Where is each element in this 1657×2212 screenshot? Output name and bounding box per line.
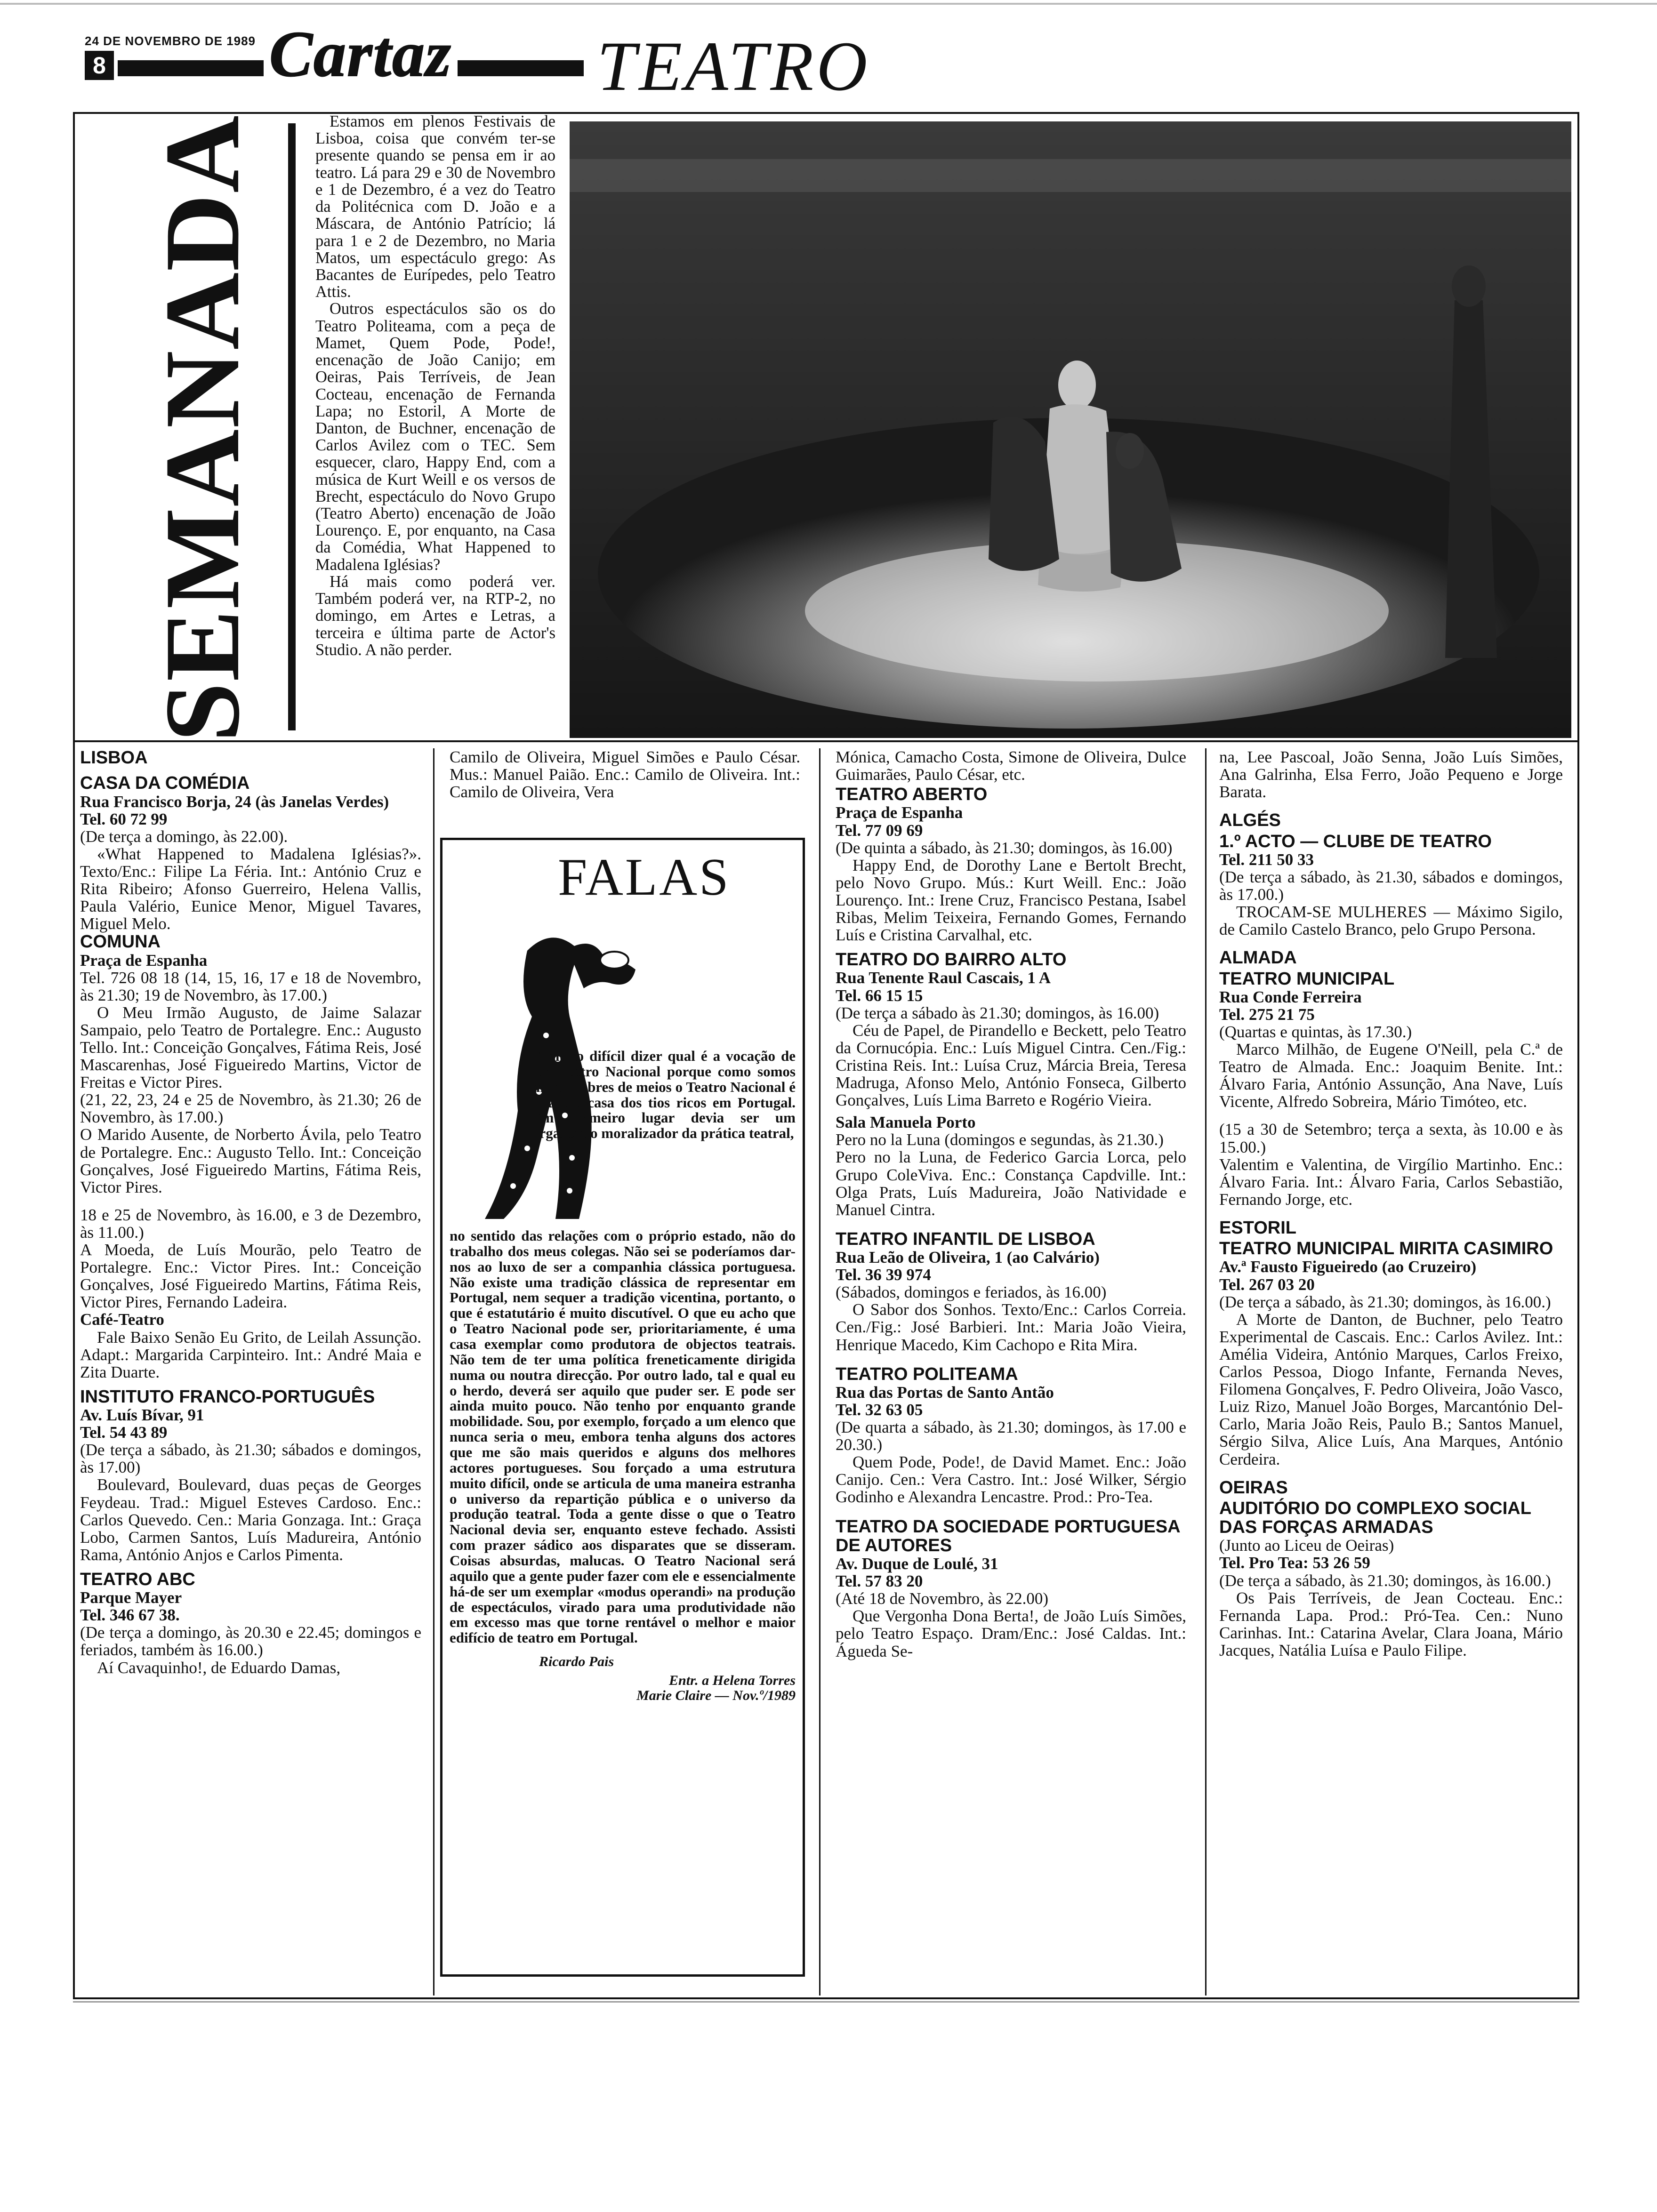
semanada-title: SEMANADA: [143, 114, 262, 742]
venue-name: TEATRO POLITEAMA: [836, 1364, 1018, 1384]
region-heading: ESTORIL: [1219, 1218, 1296, 1238]
venue-address: (Junto ao Liceu de Oeiras): [1219, 1536, 1394, 1555]
show-listing-continued: na, Lee Pascoal, João Senna, João Luís Simões, Ana Galrinha, Elsa Ferro, João Pequeno e Jorge Barata.: [1219, 748, 1563, 801]
venue-name: INSTITUTO FRANCO-PORTUGUÊS: [80, 1387, 375, 1407]
venue-hours: Pero no la Luna (domingos e segundas, às 21.30.): [836, 1130, 1164, 1149]
venue-phone: Tel. 36 39 974: [836, 1266, 931, 1284]
venue-hours: (Quartas e quintas, às 17.30.): [1219, 1023, 1412, 1041]
venue-phone: Tel. 267 03 20: [1219, 1275, 1315, 1294]
venue-phone: Tel. 57 83 20: [836, 1572, 923, 1591]
intro-paragraph: Estamos em plenos Festivais de Lisboa, coisa que convém ter-se presente quando se pensa em ir ao teatro. Lá para 29 e 30 de Novembro e 1 de Dezembro, é a vez do Teatro da Politécnica com D. João e a Máscara, de António Patrício; lá para 1 e 2 de Dezembro, no Maria Matos, um espectáculo grego: As Bacantes de Eurípedes, pelo Teatro Attis.: [315, 112, 555, 301]
venue-name: CASA DA COMÉDIA: [80, 773, 250, 793]
venue-phone: Tel. 54 43 89: [80, 1423, 168, 1442]
show-listing: Boulevard, Boulevard, duas peças de Georges Feydeau. Trad.: Miguel Esteves Cardoso. Enc.: Carlos Quevedo. Cen.: Maria Gonzaga. Int.: Graça Lobo, Carmen Santos, Luís Madureira, António Rama, António Anjos e Carlos Pimenta.: [80, 1475, 421, 1564]
intro-paragraph: Outros espectáculos são os do Teatro Politeama, com a peça de Mamet, Quem Pode, Pode!, encenação de João Canijo; em Oeiras, Pais Terríveis, de Jean Cocteau, encenação de Fernanda Lapa; no Estoril, A Morte de Danton, de Buchner, encenação de Carlos Avilez com o TEC. Sem esquecer, claro, Happy End, com a música de Kurt Weill e os versos de Brecht, espectáculo do Novo Grupo (Teatro Aberto) encenação de João Lourenço. E, por enquanto, na Casa da Comédia, What Happened to Madalena Iglésias?: [315, 300, 555, 574]
venue-hours: (De quarta a sábado, às 21.30; domingos, às 17.00 e 20.30.): [836, 1418, 1186, 1454]
page-number: 8: [85, 51, 114, 80]
listings-column-3: [836, 748, 1186, 1660]
masthead-logo: Cartaz: [264, 22, 458, 87]
falas-quote-body: [450, 1228, 796, 1703]
venue-phone: Tel. 32 63 05: [836, 1400, 923, 1419]
show-listing: O Meu Irmão Augusto, de Jaime Salazar Sampaio, pelo Teatro de Portalegre. Enc.: Augusto Tello. Int.: Conceição Gonçalves, Fátima Reis, José Mascarenhas, José Figueiredo Martins, Victor de Freitas e Victor Pires.: [80, 1003, 421, 1092]
venue-hours: (Sábados, domingos e feriados, às 16.00): [836, 1283, 1107, 1302]
stage-photo-image: [570, 121, 1571, 738]
section-title: TEATRO: [597, 27, 870, 105]
venue-hours: (De terça a domingo, às 22.00).: [80, 827, 288, 846]
semanada-heading: [143, 114, 262, 742]
show-listing: A Morte de Danton, de Buchner, pelo Teatro Experimental de Cascais. Enc.: Carlos Avilez. Int.: Amélia Videira, António Marques, Carlos Freixo, Carlos Pessoa, Diogo Infante, Fernanda Neves, Filomena Gonçalves, F. Pedro Oliveira, João Vasco, Luiz Rizo, Manuel João Borges, Marcantónio Del-Carlo, Maria João Reis, Paulo B.; Santos Manuel, Sérgio Silva, Alice Luís, Ana Marques, António Cerdeira.: [1219, 1310, 1563, 1468]
venue-address: Rua Conde Ferreira: [1219, 987, 1362, 1006]
semanada-rule: [288, 123, 296, 730]
venue-hours: (15 a 30 de Setembro; terça a sexta, às 10.00 e às 15.00.): [1219, 1120, 1563, 1156]
venue-hours: (De quinta a sábado, às 21.30; domingos, às 16.00): [836, 838, 1173, 857]
venue-hours: (De terça a sábado, às 21.30; sábados e domingos, às 17.00): [80, 1441, 421, 1477]
show-listing: Quem Pode, Pode!, de David Mamet. Enc.: João Canijo. Cen.: Vera Castro. Int.: José Wilker, Sérgio Godinho e Alexandra Lencastre. Prod.: Pro-Tea.: [836, 1453, 1186, 1507]
venue-address: Av. Duque de Loulé, 31: [836, 1555, 998, 1573]
show-listing-continued: Camilo de Oliveira, Miguel Simões e Paulo César. Mus.: Manuel Paião. Enc.: Camilo de Oliveira. Int.: Camilo de Oliveira, Vera: [450, 748, 800, 801]
venue-address: Rua Francisco Borja, 24 (às Janelas Verdes): [80, 792, 389, 811]
show-listing: «What Happened to Madalena Iglésias?». Texto/Enc.: Filipe La Féria. Int.: António Cruz e Rita Ribeiro; Afonso Guerreiro, Helena Vallis, Paula Valério, Eunice Menor, Miguel Tavares, Miguel Melo.: [80, 844, 421, 933]
venue-address: Praça de Espanha: [836, 803, 963, 822]
venue-address: Rua Tenente Raul Cascais, 1 A: [836, 969, 1051, 987]
venue-name: Café-Teatro: [80, 1310, 164, 1329]
venue-name: TEATRO INFANTIL DE LISBOA: [836, 1229, 1095, 1249]
venue-address: Parque Mayer: [80, 1588, 182, 1607]
venue-name: TEATRO MUNICIPAL: [1219, 969, 1395, 989]
venue-address: Praça de Espanha: [80, 951, 208, 970]
stage-photo: [570, 121, 1571, 738]
show-listing: Pero no la Luna, de Federico Garcia Lorca, pelo Grupo ColeViva. Enc.: Constança Capdville. Int.: Olga Prats, Luís Madureira, João Natividade e Manuel Cintra.: [836, 1148, 1186, 1219]
listings-column-1: [80, 748, 421, 1676]
venue-name: TEATRO ABC: [80, 1569, 195, 1589]
show-listing: TROCAM-SE MULHERES — Máximo Sigilo, de Camilo Castelo Branco, pelo Grupo Persona.: [1219, 903, 1563, 939]
falas-title: FALAS: [558, 848, 731, 906]
venue-name: TEATRO ABERTO: [836, 785, 988, 805]
show-listing: Aí Cavaquinho!, de Eduardo Damas,: [97, 1658, 341, 1677]
venue-hours: (Até 18 de Novembro, às 22.00): [836, 1589, 1048, 1608]
show-listing: Happy End, de Dorothy Lane e Bertolt Brecht, pelo Novo Grupo. Mús.: Kurt Weill. Enc.: João Lourenço. Int.: Irene Cruz, Francisco Pestana, Isabel Ribas, Melim Teixeira, Fernando Gomes, Fernando Luís e Cristina Carvalhal, etc.: [836, 856, 1186, 945]
intro-paragraph: Há mais como poderá ver. Também poderá ver, na RTP-2, no domingo, em Artes e Letras, a terceira e última parte de Actor's Studio. A não perder.: [315, 572, 555, 659]
venue-name: TEATRO MUNICIPAL MIRITA CASIMIRO: [1219, 1239, 1553, 1259]
show-listing: Céu de Papel, de Pirandello e Beckett, pelo Teatro da Cornucópia. Enc.: Luís Miguel Cintra. Cen./Fig.: Cristina Reis. Int.: Luísa Cruz, Márcia Breia, Teresa Madruga, Afonso Melo, António Fonseca, Gilberto Gonçalves, Luís Lima Barreto e Rogério Vieira.: [836, 1021, 1186, 1110]
venue-hours: (De terça a sábado, às 21.30; domingos, às 16.00.): [1219, 1292, 1551, 1311]
venue-name: AUDITÓRIO DO COMPLEXO SOCIAL DAS FORÇAS ARMADAS: [1219, 1498, 1531, 1538]
falas-credit-interview: Entr. a Helena Torres: [669, 1673, 796, 1688]
venue-hours: (De terça a sábado, às 21.30, sábados e domingos, às 17.00.): [1219, 867, 1563, 904]
venue-phone: Tel. Pro Tea: 53 26 59: [1219, 1554, 1370, 1572]
venue-name: 1.º ACTO — CLUBE DE TEATRO: [1219, 831, 1492, 851]
venue-address: Rua Leão de Oliveira, 1 (ao Calvário): [836, 1248, 1100, 1267]
venue-hours: 18 e 25 de Novembro, às 16.00, e 3 de Dezembro, às 11.00.): [80, 1205, 421, 1242]
top-rule: [0, 3, 1657, 5]
bottom-rule: [73, 2001, 1579, 2003]
show-listing: A Moeda, de Luís Mourão, pelo Teatro de Portalegre. Enc.: Victor Pires. Int.: Conceição Gonçalves, José Figueiredo Martins, Fátima Reis, Victor Pires, Fernando Ladeira.: [80, 1241, 421, 1312]
show-listing: Que Vergonha Dona Berta!, de João Luís Simões, pelo Teatro Espaço. Dram/Enc.: José Caldas. Int.: Águeda Se-: [836, 1607, 1186, 1660]
venue-address: Rua das Portas de Santo Antão: [836, 1383, 1054, 1402]
show-listing: Fale Baixo Senão Eu Grito, de Leilah Assunção. Adapt.: Margarida Carpinteiro. Int.: André Maia e Zita Duarte.: [80, 1328, 421, 1381]
venue-phone: Tel. 211 50 33: [1219, 850, 1314, 869]
region-heading: OEIRAS: [1219, 1477, 1288, 1498]
region-heading: LISBOA: [80, 748, 148, 768]
region-heading: ALMADA: [1219, 948, 1297, 968]
venue-name: TEATRO DA SOCIEDADE PORTUGUESA DE AUTORES: [836, 1516, 1180, 1555]
venue-phone: Tel. 77 09 69: [836, 821, 923, 840]
show-listing: O Marido Ausente, de Norberto Ávila, pelo Teatro de Portalegre. Enc.: Augusto Tello. Int.: Conceição Gonçalves, José Figueiredo Martins, Fátima Reis, Victor Pires.: [80, 1125, 421, 1196]
show-listing: Marco Milhão, de Eugene O'Neill, pela C.ª de Teatro de Almada. Enc.: Joaquim Benite. Int.: Álvaro Faria, António Assunção, Ana Nave, Luís Vicente, Alfredo Sobreira, Mário Timóteo, etc.: [1219, 1040, 1563, 1111]
show-listing: O Sabor dos Sonhos. Texto/Enc.: Carlos Correia. Cen./Fig.: José Barbieri. Int.: Maria João Vieira, Henrique Macedo, Kim Cachopo e Rita Mira.: [836, 1300, 1186, 1354]
show-listing: Os Pais Terríveis, de Jean Cocteau. Enc.: Fernanda Lapa. Prod.: Pró-Tea. Cen.: Nuno Carinhas. Int.: Catarina Avelar, Clara Joana, Mário Jacques, Natália Luísa e Paulo Filipe.: [1219, 1588, 1563, 1659]
listings-column-2-top: [450, 748, 800, 801]
venue-hours: (De terça a domingo, às 20.30 e 22.45; domingos e feriados, também às 16.00.): [80, 1623, 421, 1659]
falas-quote-top: É muito difícil dizer qual é a vocação de um Teatro Nacional porque como somos muito pobres de meios o Teatro Nacional é quase a casa dos tios ricos em Portugal. Em primeiro lugar devia ser um organismo moralizador da prática teatral,: [532, 1048, 796, 1142]
venue-address: Av. Luís Bívar, 91: [80, 1406, 204, 1425]
show-listing: Valentim e Valentina, de Virgílio Martinho. Enc.: Álvaro Faria. Int.: Álvaro Faria, Carlos Sebastião, Fernando Jorge, etc.: [1219, 1155, 1563, 1209]
spacer: [1219, 1110, 1563, 1121]
venue-phone: Tel. 275 21 75: [1219, 1005, 1315, 1024]
listings-column-4: [1219, 748, 1563, 1659]
venue-hours: (De terça a sábado, às 21.30; domingos, às 16.00.): [1219, 1571, 1551, 1590]
falas-author: Ricardo Pais: [539, 1654, 614, 1670]
venue-name: TEATRO DO BAIRRO ALTO: [836, 950, 1067, 970]
column-rule: [819, 748, 820, 1996]
column-rule: [433, 748, 434, 1996]
venue-hours: (De terça a sábado às 21.30; domingos, às 16.00): [836, 1003, 1159, 1022]
venue-address: Av.ª Fausto Figueiredo (ao Cruzeiro): [1219, 1258, 1477, 1276]
issue-date: 24 DE NOVEMBRO DE 1989: [85, 34, 256, 48]
venue-hours: (21, 22, 23, 24 e 25 de Novembro, às 21.30; 26 de Novembro, às 17.00.): [80, 1090, 421, 1127]
venue-phone: Tel. 346 67 38.: [80, 1606, 180, 1625]
falas-quote-text: no sentido das relações com o próprio estado, não do trabalho dos meus colegas. Não sei se poderíamos dar-nos ao luxo de ser a companhia clássica portuguesa. Não existe uma tradição clássica de representar em Portugal, nem sequer a tradição vicentina, portanto, o que é estatutário é muito discutível. O que eu acho que o Teatro Nacional pode ser, prioritariamente, é uma casa exemplar como produtora de objectos teatrais. Não tem de ter uma política freneticamente dirigida numa ou noutra direcção. Por outro lado, tal e qual eu o herdo, deverá ser aquilo que puder ser. E pode ser ainda muito pouco. Não tenho por enquanto grande mobilidade. Sou, por exemplo, forçado a um elenco que nunca seria o meu, embora tenha alguns dos actores que me são mais queridos e alguns dos melhores actores portugueses. Sou forçado a uma estrutura muito difícil, onde se articula de uma maneira estranha o universo da repartição pública e o universo da produção teatral. Toda a gente disse o que o Teatro Nacional devia ser, enquanto esteve fechado. Assisti com prazer sádico aos disparates que se disseram. Coisas absurdas, malucas. O Teatro Nacional será aquilo que a gente puder fazer com ele e essencialmente há-de ser um exemplar «modus operandi» na produção de espectáculos, virado para uma produtividade não em excesso mas que torne rentável o melhor e maior edifício de teatro em Portugal.: [450, 1227, 796, 1646]
column-rule: [1205, 748, 1207, 1996]
semanada-intro: [315, 113, 555, 658]
venue-name: Sala Manuela Porto: [836, 1113, 976, 1132]
region-heading: ALGÉS: [1219, 810, 1281, 831]
venue-phone: Tel. 66 15 15: [836, 986, 923, 1005]
falas-credit-source: Marie Claire — Nov.º/1989: [636, 1687, 796, 1703]
show-listing-continued: Mónica, Camacho Costa, Simone de Oliveira, Dulce Guimarães, Paulo César, etc.: [836, 748, 1186, 784]
venue-phone: Tel. 60 72 99: [80, 809, 168, 828]
top-section-rule: [73, 740, 1579, 742]
venue-name: COMUNA: [80, 932, 161, 952]
venue-phone: Tel. 726 08 18 (14, 15, 16, 17 e 18 de Novembro, às 21.30; 19 de Novembro, às 17.00.): [80, 968, 421, 1004]
spacer: [80, 1196, 421, 1206]
